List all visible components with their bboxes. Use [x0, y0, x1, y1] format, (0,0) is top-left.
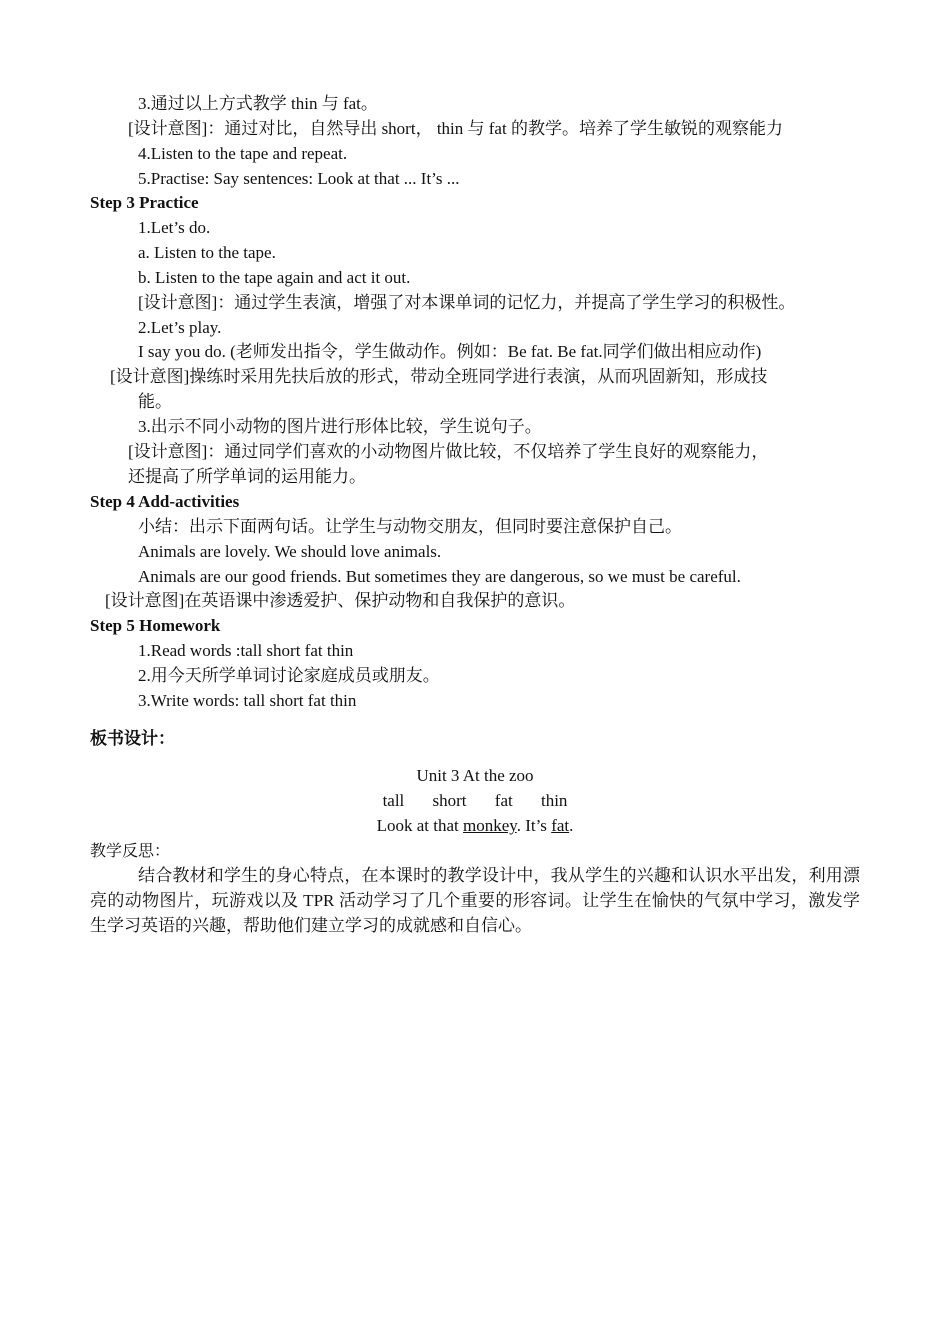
board-word: thin [540, 791, 568, 810]
board-unit-title: Unit 3 At the zoo [416, 766, 534, 785]
text-line-animals-lovely: Animals are lovely. We should love animals. [138, 542, 442, 561]
text-line-animals-friends: Animals are our good friends. But sometimes they are dangerous, so we must be careful. [138, 567, 741, 586]
design-intent-protect: [设计意图]在英语课中渗透爱护、保护动物和自我保护的意识。 [105, 591, 576, 610]
design-intent-compare: [设计意图]：通过同学们喜欢的小动物图片做比较，不仅培养了学生良好的观察能力， [128, 442, 769, 461]
board-word: short [432, 791, 467, 810]
board-sentence-end: . [569, 816, 574, 835]
homework-discuss: 2.用今天所学单词讨论家庭成员或朋友。 [138, 666, 440, 685]
text-line-summary: 小结：出示下面两句话。让学生与动物交朋友，但同时要注意保护自己。 [138, 517, 682, 536]
reflection-paragraph: 结合教材和学生的身心特点，在本课时的教学设计中，我从学生的兴趣和认识水平出发，利用漂亮的动物图片，玩游戏以及 TPR 活动学习了几个重要的形容词。让学生在愉快的气氛中学习，激发学生学习英语的兴趣，帮助他们建立学习的成就感和自信心。 [90, 866, 860, 935]
board-sentence-start: Look at that [376, 816, 464, 835]
step-4-heading: Step 4 Add-activities [90, 492, 240, 511]
text-line-i-say-you-do: I say you do. (老师发出指令，学生做动作。例如：Be fat. Be fat.同学们做出相应动作) [138, 342, 762, 361]
text-line-act-out: b. Listen to the tape again and act it out. [138, 268, 411, 287]
step-3-heading: Step 3 Practice [90, 193, 199, 212]
text-line-lets-do: 1.Let’s do. [138, 218, 211, 237]
design-intent-drill: [设计意图]操练时采用先扶后放的形式，带动全班同学进行表演，从而巩固新知，形成技 [110, 367, 768, 386]
reflection-title: 教学反思： [90, 841, 171, 860]
board-sentence-animal: monkey [463, 816, 517, 835]
design-intent-drill-cont: 能。 [138, 392, 172, 411]
board-word-list [0, 790, 950, 812]
text-line-listen-tape: a. Listen to the tape. [138, 243, 276, 262]
homework-write-words: 3.Write words: tall short fat thin [138, 691, 357, 710]
homework-read-words: 1.Read words :tall short fat thin [138, 641, 354, 660]
board-sentence-adjective: fat [551, 816, 570, 835]
step-5-heading: Step 5 Homework [90, 616, 221, 635]
text-line-listen-repeat: 4.Listen to the tape and repeat. [138, 144, 348, 163]
board-design-title: 板书设计： [90, 729, 175, 749]
board-word: tall [382, 791, 405, 810]
board-sentence-middle: . It’s [516, 816, 552, 835]
design-intent-contrast: [设计意图]：通过对比，自然导出 short， thin 与 fat 的教学。培养了学生敏锐的观察能力 [128, 119, 783, 138]
text-line-practise: 5.Practise: Say sentences: Look at that ... It’s ... [138, 169, 460, 188]
text-line-animal-pictures: 3.出示不同小动物的图片进行形体比较，学生说句子。 [138, 417, 542, 436]
design-intent-compare-cont: 还提高了所学单词的运用能力。 [128, 467, 366, 486]
text-line-teach-thin-fat: 3.通过以上方式教学 thin 与 fat。 [138, 94, 378, 113]
board-sentence [0, 815, 950, 837]
text-line-lets-play: 2.Let’s play. [138, 318, 222, 337]
design-intent-performance: [设计意图]：通过学生表演，增强了对本课单词的记忆力，并提高了学生学习的积极性。 [138, 293, 796, 312]
board-word: fat [494, 791, 513, 810]
